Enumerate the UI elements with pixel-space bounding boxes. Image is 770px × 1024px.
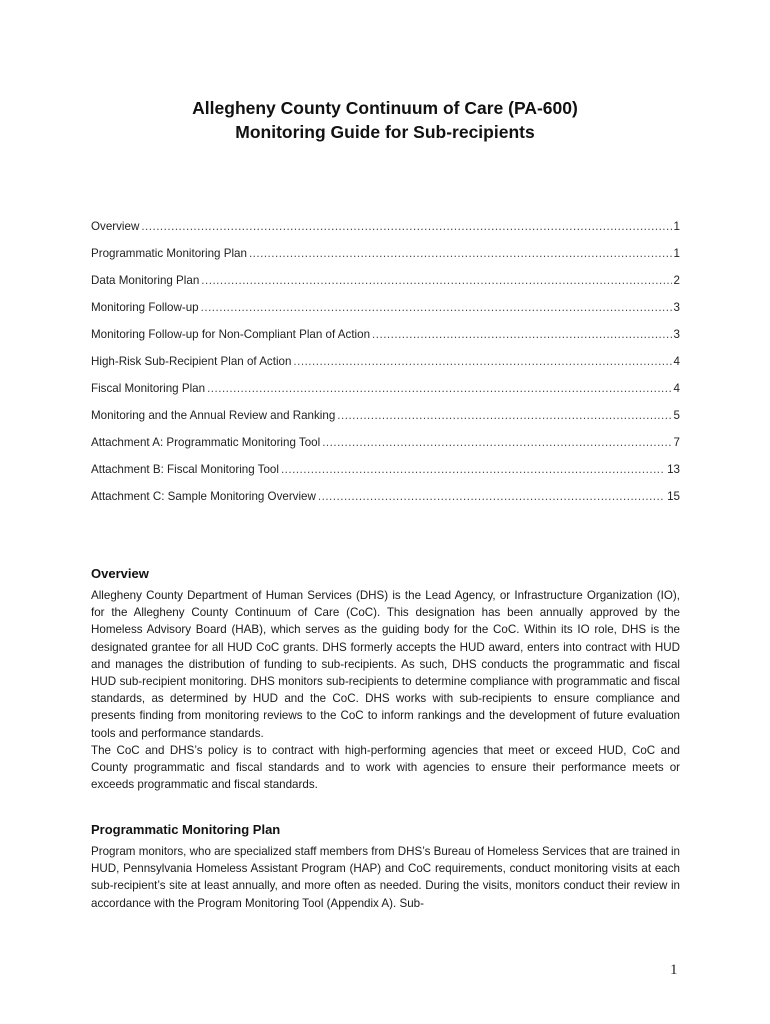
toc-entry-label: Data Monitoring Plan — [91, 274, 200, 287]
toc-entry[interactable] — [91, 409, 680, 436]
toc-entry[interactable] — [91, 274, 680, 301]
toc-entry[interactable] — [91, 301, 680, 328]
title-line-2: Monitoring Guide for Sub-recipients — [235, 122, 535, 142]
table-of-contents — [91, 220, 680, 517]
toc-entry-label: Attachment A: Programmatic Monitoring Tool — [91, 436, 321, 449]
toc-entry-label: Programmatic Monitoring Plan — [91, 247, 247, 260]
toc-leader-dots — [249, 247, 672, 260]
section-paragraph: The CoC and DHS’s policy is to contract with high-performing agencies that meet or exceed HUD, CoC and County programmatic and fiscal standards and to work with agencies to ensure their performance meets or exceeds programmatic and fiscal standards. — [91, 743, 680, 792]
toc-entry-label: Monitoring Follow-up — [91, 301, 199, 314]
page-number: 1 — [670, 962, 678, 978]
toc-entry-label: Monitoring and the Annual Review and Ranking — [91, 409, 336, 422]
toc-leader-dots — [201, 301, 672, 314]
toc-entry-label: Attachment B: Fiscal Monitoring Tool — [91, 463, 279, 476]
section-heading: Overview — [91, 566, 149, 581]
toc-entry-page: 1 — [673, 247, 680, 260]
toc-entry[interactable] — [91, 463, 680, 490]
toc-entry-page: 3 — [673, 328, 680, 341]
toc-leader-dots — [337, 409, 671, 422]
overview-section — [91, 565, 680, 793]
toc-entry-page: 4 — [673, 382, 680, 395]
toc-entry-page: 1 — [673, 220, 680, 233]
toc-entry-page: 4 — [673, 355, 680, 368]
toc-entry-label: Overview — [91, 220, 140, 233]
toc-leader-dots — [293, 355, 671, 368]
toc-entry[interactable] — [91, 355, 680, 382]
toc-leader-dots — [281, 463, 665, 476]
toc-entry-label: Fiscal Monitoring Plan — [91, 382, 206, 395]
toc-leader-dots — [318, 490, 665, 503]
section-paragraph: Program monitors, who are specialized staff members from DHS’s Bureau of Homeless Services that are trained in HUD, Pennsylvania Homeless Assistant Program (HAP) and CoC requirements, conduct monitoring visits at each sub-recipient’s site at least annually, and more often as needed. During the visits, monitors conduct their review in accordance with the Program Monitoring Tool (Appendix A). Sub- — [91, 845, 680, 910]
toc-entry[interactable] — [91, 490, 680, 517]
toc-entry-page: 5 — [673, 409, 680, 422]
toc-entry[interactable] — [91, 436, 680, 463]
toc-leader-dots — [207, 382, 671, 395]
section-heading: Programmatic Monitoring Plan — [91, 822, 281, 837]
toc-entry-label: Attachment C: Sample Monitoring Overview — [91, 490, 316, 503]
toc-entry[interactable] — [91, 247, 680, 274]
toc-entry-label: High-Risk Sub-Recipient Plan of Action — [91, 355, 292, 368]
title-line-1: Allegheny County Continuum of Care (PA-600) — [192, 98, 578, 118]
toc-leader-dots — [141, 220, 671, 233]
toc-leader-dots — [372, 328, 672, 341]
toc-entry-page: 3 — [673, 301, 680, 314]
toc-leader-dots — [201, 274, 671, 287]
toc-entry-page: 2 — [673, 274, 680, 287]
toc-entry[interactable] — [91, 382, 680, 409]
document-title — [0, 96, 770, 144]
toc-leader-dots — [322, 436, 671, 449]
toc-entry-page: 7 — [673, 436, 680, 449]
toc-entry[interactable] — [91, 328, 680, 355]
toc-entry[interactable] — [91, 220, 680, 247]
toc-entry-page: 13 — [667, 463, 680, 476]
programmatic-monitoring-section — [91, 821, 680, 912]
toc-entry-page: 15 — [667, 490, 680, 503]
section-paragraph: Allegheny County Department of Human Services (DHS) is the Lead Agency, or Infrastructure Organization (IO), for the Allegheny County Continuum of Care (CoC). This designation has been annually approved by the Homeless Advisory Board (HAB), which serves as the guiding body for the CoC. Within its IO role, DHS is the designated grantee for all HUD CoC grants. DHS formerly accepts the HUD award, enters into contract with HUD and manages the distribution of funding to sub-recipients. As such, DHS conducts the programmatic and fiscal HUD sub-recipient monitoring. DHS monitors sub-recipients to determine compliance with programmatic and fiscal standards, as determined by HUD and the CoC. DHS works with sub-recipients to ensure compliance and presents finding from monitoring reviews to the CoC to inform rankings and the development of future evaluation tools and performance standards. — [91, 589, 680, 740]
toc-entry-label: Monitoring Follow-up for Non-Compliant Plan of Action — [91, 328, 371, 341]
